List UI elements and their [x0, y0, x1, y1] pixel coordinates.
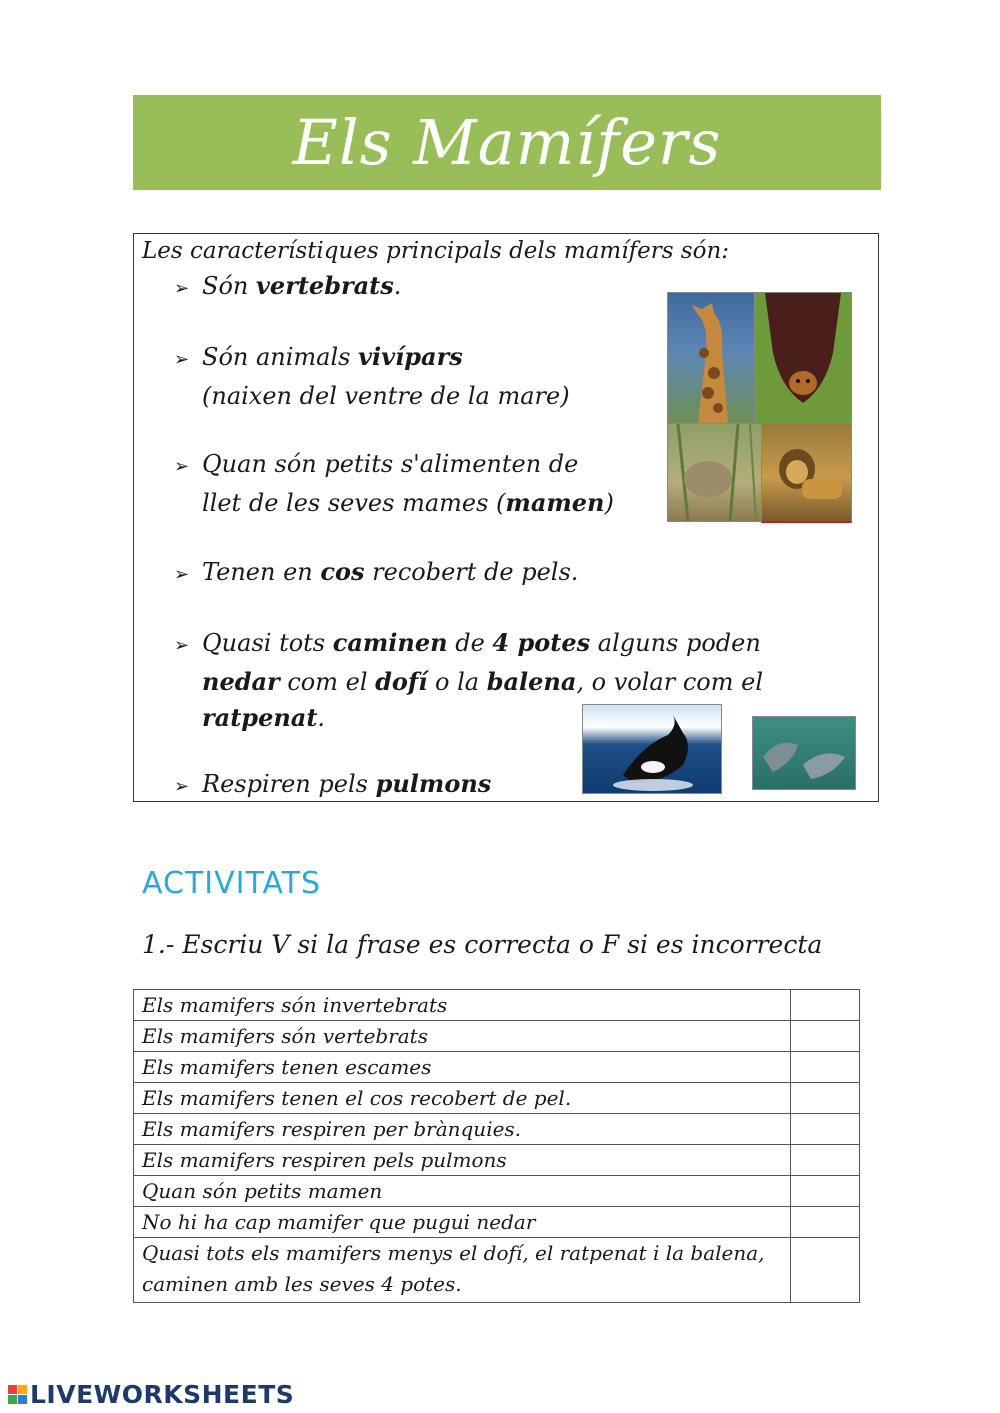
lion-photo [761, 423, 852, 523]
table-row [134, 1145, 860, 1176]
true-false-table [133, 989, 860, 1303]
table-row [134, 990, 860, 1021]
answer-cell[interactable] [791, 990, 860, 1021]
answer-input[interactable] [791, 1025, 863, 1050]
statement-cell: Els mamifers respiren per brànquies. [134, 1114, 791, 1145]
bullet-locomocio: ➢ Quasi tots caminen de 4 potes alguns poden nedar com el dofí o la balena, o volar com el ratpenat. [174, 628, 763, 732]
arrow-icon: ➢ [174, 278, 190, 299]
answer-input[interactable] [791, 994, 863, 1019]
answer-cell[interactable] [791, 1083, 860, 1114]
table-row [134, 1176, 860, 1207]
characteristics-box [133, 233, 879, 802]
table-row [134, 1114, 860, 1145]
table-row [134, 1052, 860, 1083]
statement-cell: Els mamifers tenen escames [134, 1052, 791, 1083]
statement-cell: Els mamifers tenen el cos recobert de pel. [134, 1083, 791, 1114]
arrow-icon: ➢ [174, 564, 190, 585]
answer-cell[interactable] [791, 1021, 860, 1052]
answer-cell[interactable] [791, 1176, 860, 1207]
page-title: Els Mamífers [133, 95, 881, 190]
hedgehog-photo [667, 423, 762, 522]
bullet-pulmons: ➢ Respiren pels pulmons [174, 766, 491, 805]
table-row [134, 1207, 860, 1238]
answer-cell[interactable] [791, 1145, 860, 1176]
statement-cell: Els mamifers respiren pels pulmons [134, 1145, 791, 1176]
answer-input[interactable] [791, 1180, 863, 1205]
bat-photo [754, 292, 852, 424]
arrow-icon: ➢ [174, 635, 190, 656]
orca-photo [582, 704, 722, 794]
arrow-icon: ➢ [174, 456, 190, 477]
answer-input[interactable] [791, 1211, 863, 1236]
liveworksheets-logo [8, 1380, 294, 1409]
answer-input[interactable] [791, 1087, 863, 1112]
statement-cell: Quasi tots els mamifers menys el dofí, el ratpenat i la balena, caminen amb les seves 4 potes. [134, 1238, 791, 1303]
answer-cell[interactable] [791, 1052, 860, 1083]
intro-text: Les característiques principals dels mamífers són: [142, 238, 730, 264]
activities-heading: ACTIVITATS [142, 866, 322, 901]
table-row [134, 1021, 860, 1052]
arrow-icon: ➢ [174, 349, 190, 370]
answer-input[interactable] [791, 1056, 863, 1081]
bullet-vivipars: ➢ Són animals vivípars (naixen del ventre de la mare) [174, 342, 570, 410]
answer-input[interactable] [791, 1242, 863, 1267]
giraffe-photo [667, 292, 755, 424]
statement-cell: No hi ha cap mamifer que pugui nedar [134, 1207, 791, 1238]
table-row [134, 1083, 860, 1114]
bullet-pels: ➢ Tenen en cos recobert de pels. [174, 554, 578, 593]
statement-cell: Quan són petits mamen [134, 1176, 791, 1207]
bullet-vertebrats: ➢ Són vertebrats. [174, 268, 401, 307]
answer-cell[interactable] [791, 1207, 860, 1238]
answer-cell[interactable] [791, 1114, 860, 1145]
dolphin-photo [752, 716, 856, 790]
arrow-icon: ➢ [174, 776, 190, 797]
answer-cell[interactable] [791, 1238, 860, 1303]
answer-input[interactable] [791, 1149, 863, 1174]
bullet-mamen: ➢ Quan són petits s'alimenten de llet de les seves mames (mamen) [174, 450, 614, 517]
table-row [134, 1238, 860, 1303]
logo-grid-icon [8, 1385, 27, 1404]
statement-cell: Els mamifers són vertebrats [134, 1021, 791, 1052]
exercise-instruction: 1.- Escriu V si la frase es correcta o F si es incorrecta [142, 930, 823, 959]
brand-text: LIVEWORKSHEETS [30, 1380, 295, 1409]
answer-input[interactable] [791, 1118, 863, 1143]
statement-cell: Els mamifers són invertebrats [134, 990, 791, 1021]
